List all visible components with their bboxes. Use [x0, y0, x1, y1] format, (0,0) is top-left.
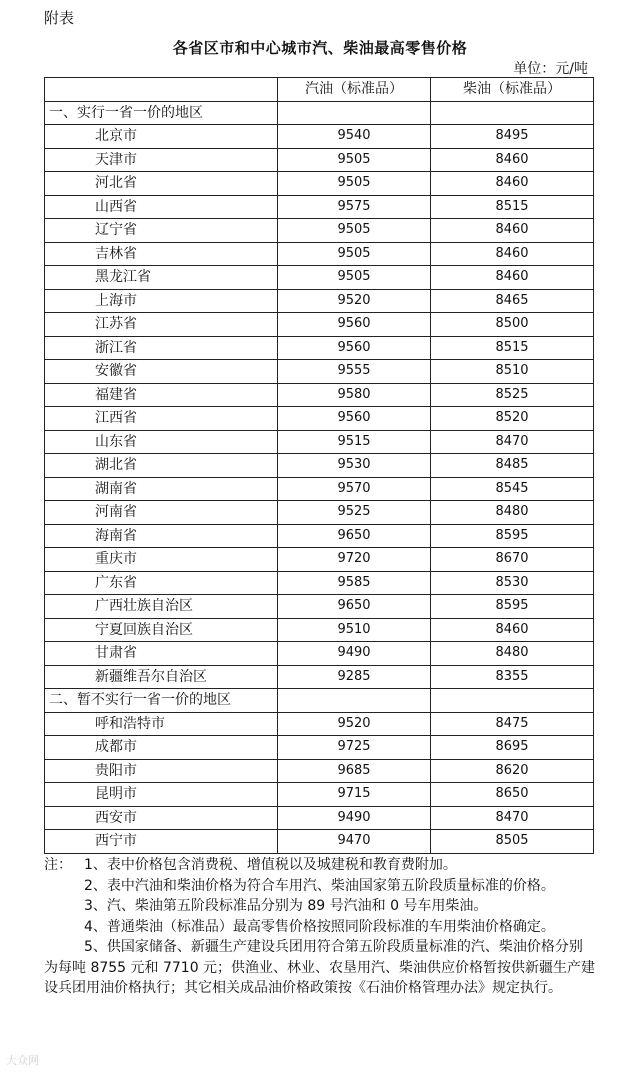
empty-cell: [431, 689, 594, 713]
diesel-price: 8480: [431, 501, 594, 525]
section-1-label: 一、实行一省一价的地区: [45, 101, 278, 125]
gasoline-price: 9685: [278, 759, 431, 783]
table-row: [45, 665, 594, 689]
note-4: 4、普通柴油（标准品）最高零售价格按照同阶段标准的车用柴油价格确定。: [84, 918, 555, 935]
gasoline-price: 9720: [278, 548, 431, 572]
diesel-price: 8525: [431, 383, 594, 407]
gasoline-price: 9505: [278, 219, 431, 243]
header-region: [45, 78, 278, 102]
price-table: [44, 77, 594, 854]
table-row: [45, 571, 594, 595]
region-name: 海南省: [45, 524, 278, 548]
table-row: [45, 289, 594, 313]
region-name: 山东省: [45, 430, 278, 454]
diesel-price: 8530: [431, 571, 594, 595]
gasoline-price: 9650: [278, 524, 431, 548]
diesel-price: 8470: [431, 430, 594, 454]
notes: [44, 855, 596, 999]
diesel-price: 8475: [431, 712, 594, 736]
gasoline-price: 9570: [278, 477, 431, 501]
region-name: 新疆维吾尔自治区: [45, 665, 278, 689]
header-row: [45, 78, 594, 102]
diesel-price: 8595: [431, 524, 594, 548]
diesel-price: 8460: [431, 618, 594, 642]
table-row: [45, 736, 594, 760]
region-name: 吉林省: [45, 242, 278, 266]
header-gasoline: 汽油（标准品）: [278, 78, 431, 102]
diesel-price: 8460: [431, 219, 594, 243]
table-row: [45, 430, 594, 454]
region-name: 河南省: [45, 501, 278, 525]
diesel-price: 8460: [431, 266, 594, 290]
note-2: 2、表中汽油和柴油价格为符合车用汽、柴油国家第五阶段质量标准的价格。: [84, 877, 555, 894]
diesel-price: 8620: [431, 759, 594, 783]
diesel-price: 8520: [431, 407, 594, 431]
region-name: 西安市: [45, 806, 278, 830]
gasoline-price: 9505: [278, 266, 431, 290]
gasoline-price: 9530: [278, 454, 431, 478]
gasoline-price: 9585: [278, 571, 431, 595]
region-name: 湖北省: [45, 454, 278, 478]
gasoline-price: 9650: [278, 595, 431, 619]
header-diesel: 柴油（标准品）: [431, 78, 594, 102]
gasoline-price: 9555: [278, 360, 431, 384]
region-name: 浙江省: [45, 336, 278, 360]
table-row: [45, 501, 594, 525]
table-row: [45, 548, 594, 572]
diesel-price: 8465: [431, 289, 594, 313]
region-name: 河北省: [45, 172, 278, 196]
note-1: [44, 855, 596, 876]
gasoline-price: 9525: [278, 501, 431, 525]
table-row: [45, 172, 594, 196]
gasoline-price: 9515: [278, 430, 431, 454]
diesel-price: 8515: [431, 195, 594, 219]
gasoline-price: 9540: [278, 125, 431, 149]
diesel-price: 8470: [431, 806, 594, 830]
region-name: 甘肃省: [45, 642, 278, 666]
gasoline-price: 9715: [278, 783, 431, 807]
diesel-price: 8695: [431, 736, 594, 760]
gasoline-price: 9575: [278, 195, 431, 219]
table-row: [45, 454, 594, 478]
gasoline-price: 9470: [278, 830, 431, 854]
gasoline-price: 9505: [278, 148, 431, 172]
diesel-price: 8500: [431, 313, 594, 337]
region-name: 贵阳市: [45, 759, 278, 783]
appendix-label: 附表: [44, 9, 75, 27]
table-row: [45, 313, 594, 337]
note-5: 5、供国家储备、新疆生产建设兵团用符合第五阶段质量标准的汽、柴油价格分别为每吨 8755 元和 7710 元；供渔业、林业、农垦用汽、柴油供应价格暂按供新疆生产建设兵团用油价格执行；其它相关成品油价格政策按《石油价格管理办法》规定执行。: [44, 939, 596, 996]
table-row: [45, 383, 594, 407]
region-name: 西宁市: [45, 830, 278, 854]
table-row: [45, 524, 594, 548]
diesel-price: 8515: [431, 336, 594, 360]
table-row: [45, 242, 594, 266]
region-name: 成都市: [45, 736, 278, 760]
page-title: 各省区市和中心城市汽、柴油最高零售价格: [172, 39, 468, 57]
gasoline-price: 9520: [278, 289, 431, 313]
region-name: 黑龙江省: [45, 266, 278, 290]
diesel-price: 8355: [431, 665, 594, 689]
region-name: 昆明市: [45, 783, 278, 807]
table-row: [45, 407, 594, 431]
table-row: [45, 806, 594, 830]
note-text: 1、表中价格包含消费税、增值税以及城建税和教育费附加。: [84, 857, 457, 873]
empty-cell: [278, 101, 431, 125]
diesel-price: 8480: [431, 642, 594, 666]
diesel-price: 8460: [431, 172, 594, 196]
diesel-price: 8510: [431, 360, 594, 384]
table-row: [45, 266, 594, 290]
diesel-price: 8650: [431, 783, 594, 807]
unit-label: 单位：元/吨: [513, 61, 588, 77]
table-row: [45, 618, 594, 642]
gasoline-price: 9490: [278, 806, 431, 830]
region-name: 湖南省: [45, 477, 278, 501]
diesel-price: 8460: [431, 148, 594, 172]
region-name: 北京市: [45, 125, 278, 149]
region-name: 安徽省: [45, 360, 278, 384]
section-1-header-row: [45, 101, 594, 125]
region-name: 天津市: [45, 148, 278, 172]
region-name: 呼和浩特市: [45, 712, 278, 736]
gasoline-price: 9560: [278, 313, 431, 337]
gasoline-price: 9725: [278, 736, 431, 760]
table-row: [45, 219, 594, 243]
gasoline-price: 9490: [278, 642, 431, 666]
empty-cell: [278, 689, 431, 713]
gasoline-price: 9560: [278, 407, 431, 431]
table-row: [45, 595, 594, 619]
table-row: [45, 336, 594, 360]
table-row: [45, 148, 594, 172]
section-2-header-row: [45, 689, 594, 713]
diesel-price: 8505: [431, 830, 594, 854]
diesel-price: 8485: [431, 454, 594, 478]
table-row: [45, 125, 594, 149]
region-name: 重庆市: [45, 548, 278, 572]
gasoline-price: 9505: [278, 172, 431, 196]
diesel-price: 8495: [431, 125, 594, 149]
table-row: [45, 477, 594, 501]
region-name: 辽宁省: [45, 219, 278, 243]
table-row: [45, 360, 594, 384]
gasoline-price: 9510: [278, 618, 431, 642]
region-name: 江苏省: [45, 313, 278, 337]
region-name: 山西省: [45, 195, 278, 219]
section-2-label: 二、暂不实行一省一价的地区: [45, 689, 278, 713]
diesel-price: 8545: [431, 477, 594, 501]
price-table-body: [45, 78, 594, 854]
watermark-logo: [6, 1052, 39, 1068]
region-name: 江西省: [45, 407, 278, 431]
table-row: [45, 195, 594, 219]
region-name: 广东省: [45, 571, 278, 595]
region-name: 广西壮族自治区: [45, 595, 278, 619]
region-name: 宁夏回族自治区: [45, 618, 278, 642]
empty-cell: [431, 101, 594, 125]
diesel-price: 8460: [431, 242, 594, 266]
table-row: [45, 830, 594, 854]
notes-label: 注：: [44, 857, 72, 873]
table-row: [45, 759, 594, 783]
diesel-price: 8595: [431, 595, 594, 619]
gasoline-price: 9520: [278, 712, 431, 736]
gasoline-price: 9580: [278, 383, 431, 407]
diesel-price: 8670: [431, 548, 594, 572]
watermark-text: 大众网: [6, 1054, 39, 1067]
table-row: [45, 642, 594, 666]
gasoline-price: 9285: [278, 665, 431, 689]
gasoline-price: 9560: [278, 336, 431, 360]
gasoline-price: 9505: [278, 242, 431, 266]
region-name: 上海市: [45, 289, 278, 313]
note-3: 3、汽、柴油第五阶段标准品分别为 89 号汽油和 0 号车用柴油。: [84, 898, 488, 914]
table-row: [45, 783, 594, 807]
region-name: 福建省: [45, 383, 278, 407]
table-row: [45, 712, 594, 736]
